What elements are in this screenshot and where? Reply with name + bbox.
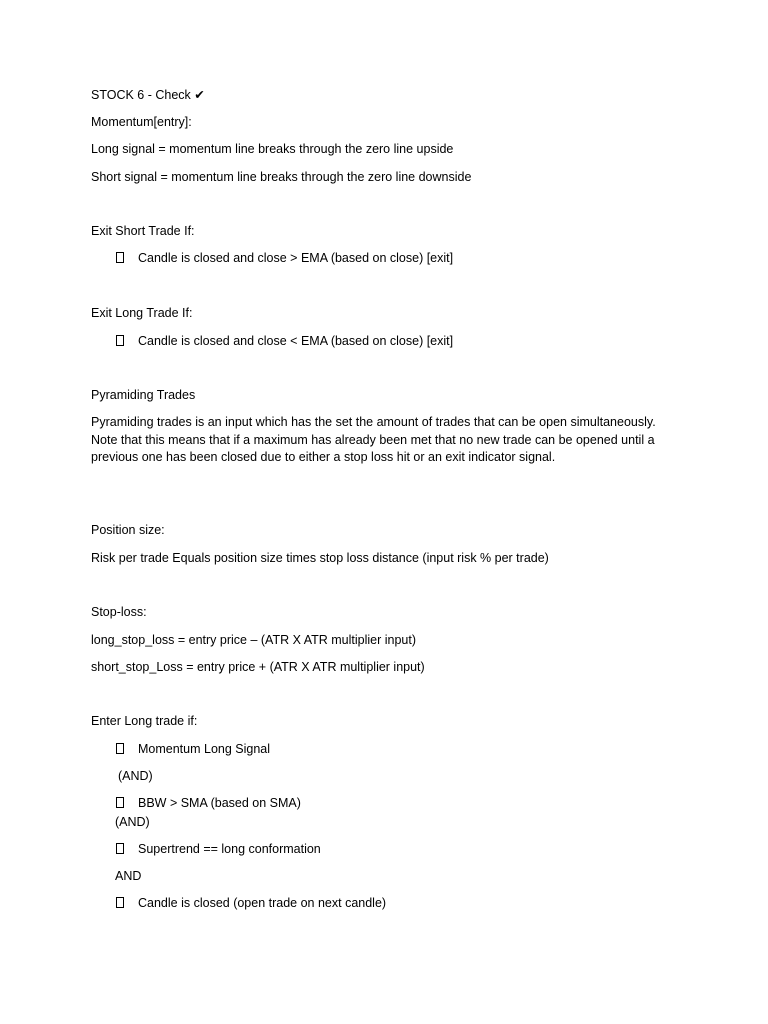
exit-short-item-text: Candle is closed and close > EMA (based on close) [exit] bbox=[138, 251, 454, 265]
enter-long-item-3 bbox=[116, 841, 321, 857]
exit-short-heading: Exit Short Trade If: bbox=[91, 224, 195, 238]
enter-long-item-2-text: BBW > SMA (based on SMA) bbox=[138, 796, 301, 810]
short-stop-loss-text: short_stop_Loss = entry price + (ATR X ATR multiplier input) bbox=[91, 660, 425, 674]
enter-long-item-1 bbox=[116, 741, 270, 757]
pyramiding-heading: Pyramiding Trades bbox=[91, 388, 196, 402]
exit-long-heading: Exit Long Trade If: bbox=[91, 306, 193, 320]
enter-long-item-4-text: Candle is closed (open trade on next candle) bbox=[138, 896, 387, 910]
enter-long-heading: Enter Long trade if: bbox=[91, 714, 198, 728]
and-connector-2: (AND) bbox=[115, 815, 150, 829]
bullet-box-icon bbox=[116, 335, 124, 346]
exit-long-item bbox=[116, 333, 453, 349]
short-signal-text: Short signal = momentum line breaks through the zero line downside bbox=[91, 170, 472, 184]
exit-short-item bbox=[116, 250, 453, 266]
and-connector-3: AND bbox=[115, 869, 142, 883]
bullet-box-icon bbox=[116, 743, 124, 754]
bullet-box-icon bbox=[116, 797, 124, 808]
and-connector-1: (AND) bbox=[118, 769, 153, 783]
exit-long-item-text: Candle is closed and close < EMA (based on close) [exit] bbox=[138, 334, 454, 348]
long-stop-loss-text: long_stop_loss = entry price – (ATR X ATR multiplier input) bbox=[91, 633, 417, 647]
enter-long-item-4 bbox=[116, 895, 386, 911]
position-size-heading: Position size: bbox=[91, 523, 165, 537]
document-title: STOCK 6 - Check ✔ bbox=[91, 88, 205, 102]
enter-long-item-2 bbox=[116, 795, 301, 811]
enter-long-item-3-text: Supertrend == long conformation bbox=[138, 842, 321, 856]
position-size-body: Risk per trade Equals position size times stop loss distance (input risk % per trade) bbox=[91, 551, 549, 565]
bullet-box-icon bbox=[116, 897, 124, 908]
long-signal-text: Long signal = momentum line breaks through the zero line upside bbox=[91, 142, 454, 156]
enter-long-item-1-text: Momentum Long Signal bbox=[138, 742, 271, 756]
stop-loss-heading: Stop-loss: bbox=[91, 605, 147, 619]
pyramiding-body: Pyramiding trades is an input which has the set the amount of trades that can be open simultaneously. Note that this means that if a maximum has already been met that no new trade can be opened until a previous one has been closed due to either a stop loss hit or an exit indicator signal. bbox=[91, 415, 656, 464]
bullet-box-icon bbox=[116, 252, 124, 263]
momentum-heading: Momentum[entry]: bbox=[91, 115, 192, 129]
bullet-box-icon bbox=[116, 843, 124, 854]
